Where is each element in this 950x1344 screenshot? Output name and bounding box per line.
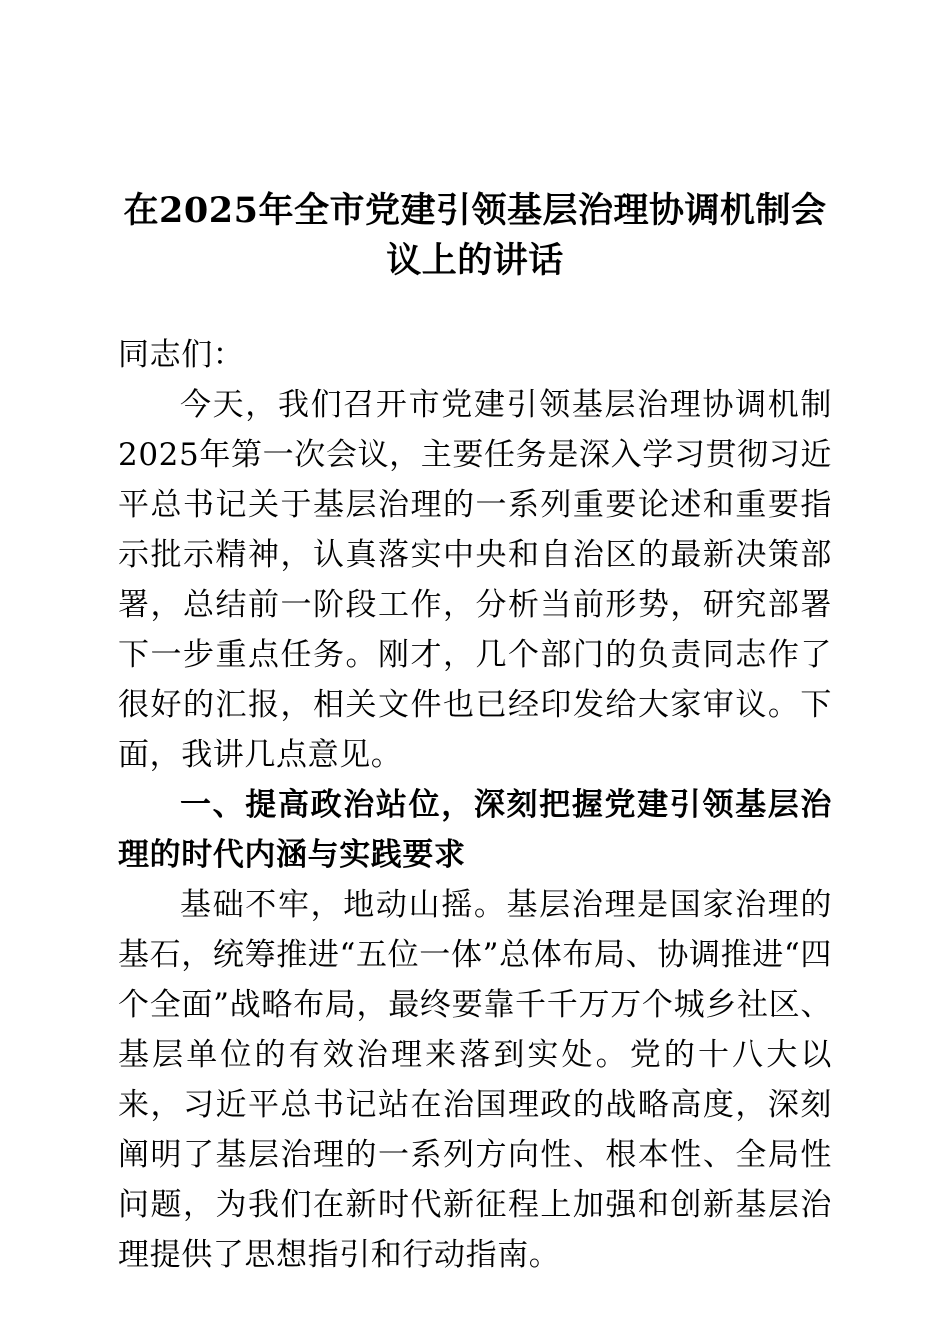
page-title-line-2: 的讲话 [457, 240, 564, 281]
salutation: 同志们： [118, 337, 245, 373]
page-title-line-1: 在2025年全市党建引领基层治理协调机制会议上 [123, 190, 827, 281]
page-title [118, 186, 832, 286]
paragraph-section-one-body: 基础不牢，地动山摇。基层治理是国家治理的基石，统筹推进“五位一体”总体布局、协调推进“四个全面”战略布局，最终要靠千千万万个城乡社区、基层单位的有效治理来落到实处。党的十八大以来，习近平总书记站在治国理政的战略高度，深刻阐明了基层治理的一系列方向性、根本性、全局性问题，为我们在新时代新征程上加强和创新基层治理提供了思想指引和行动指南。 [118, 887, 832, 1273]
document-body [118, 186, 832, 1280]
section-heading-one: 一、提高政治站位，深刻把握党建引领基层治理的时代内涵与实践要求 [118, 787, 832, 873]
paragraph-intro: 今天，我们召开市党建引领基层治理协调机制2025年第一次会议，主要任务是深入学习贯彻习近平总书记关于基层治理的一系列重要论述和重要指示批示精神，认真落实中央和自治区的最新决策部署，总结前一阶段工作，分析当前形势，研究部署下一步重点任务。刚才，几个部门的负责同志作了很好的汇报，相关文件也已经印发给大家审议。下面，我讲几点意见。 [118, 387, 832, 773]
